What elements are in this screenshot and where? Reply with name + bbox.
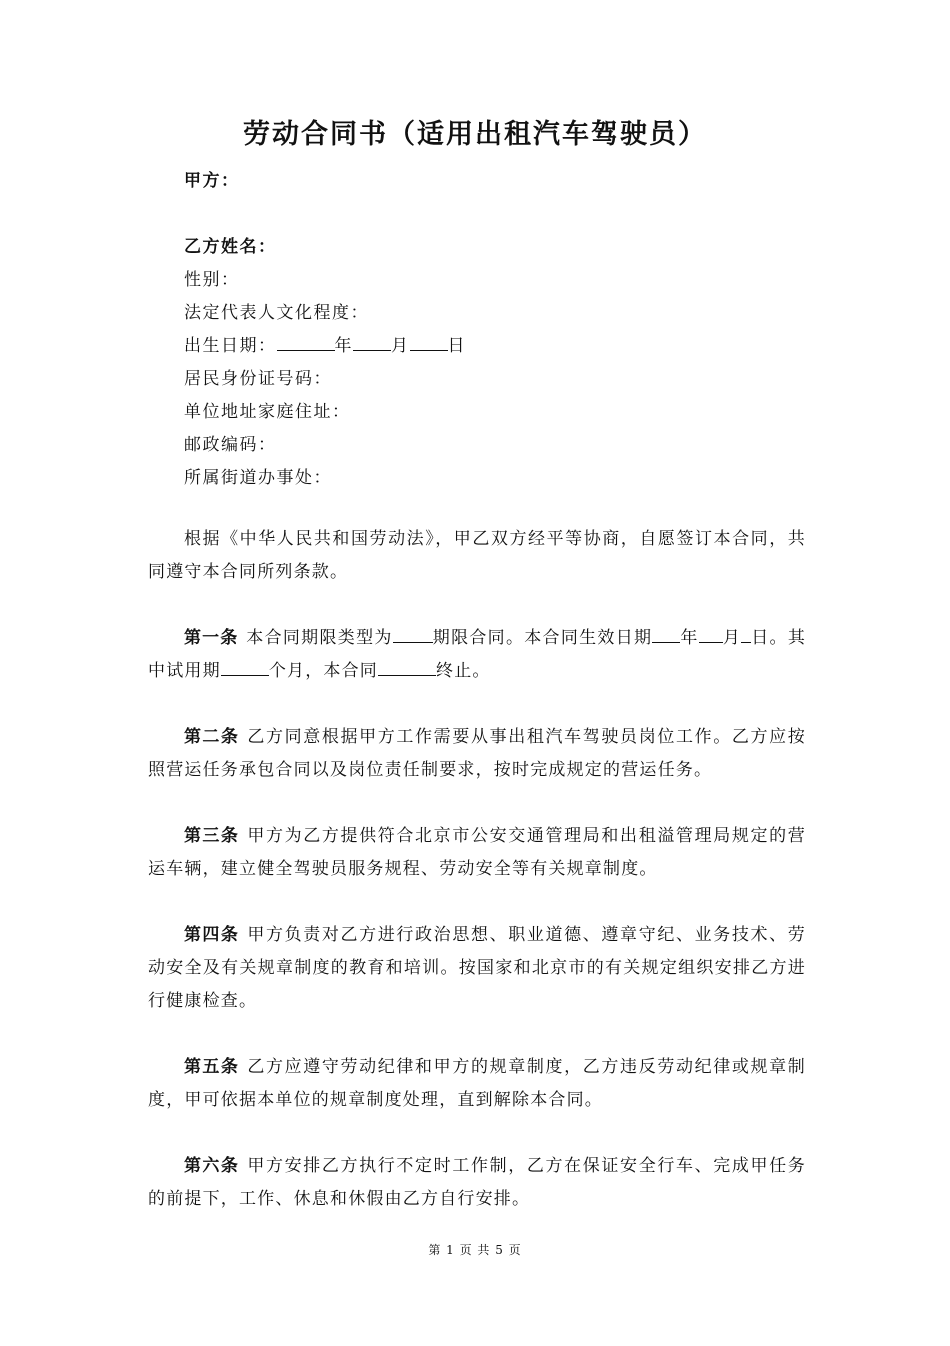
article-4 xyxy=(148,919,806,1018)
page-footer: 第 1 页 共 5 页 xyxy=(428,1243,522,1257)
id-number-label: 居民身份证号码： xyxy=(184,369,332,389)
article-3 xyxy=(148,820,806,886)
article-text: 甲方为乙方提供符合北京市公安交通管理局和出租溢管理局规定的营运车辆，建立健全驾驶员服务规程、劳动安全等有关规章制度。 xyxy=(148,826,806,879)
article-text: 乙方同意根据甲方工作需要从事出租汽车驾驶员岗位工作。乙方应按照营运任务承包合同以及岗位责任制要求，按时完成规定的营运任务。 xyxy=(148,727,806,780)
article-6 xyxy=(148,1150,806,1216)
party-a-label: 甲方： xyxy=(184,171,240,191)
article-text: 甲方安排乙方执行不定时工作制，乙方在保证安全行车、完成甲任务的前提下，工作、休息和休假由乙方自行安排。 xyxy=(148,1156,806,1209)
article-text: 乙方应遵守劳动纪律和甲方的规章制度，乙方违反劳动纪律或规章制度，甲可依据本单位的规章制度处理，直到解除本合同。 xyxy=(148,1057,806,1110)
month-label: 月 xyxy=(391,336,410,356)
address-label: 单位地址家庭住址： xyxy=(184,402,351,422)
birth-day-blank xyxy=(410,334,448,351)
article-label: 第五条 xyxy=(184,1057,240,1077)
education-label: 法定代表人文化程度： xyxy=(184,303,369,323)
article-label: 第一条 xyxy=(184,628,239,648)
birth-year-blank xyxy=(277,334,335,351)
article-1-text: 月 xyxy=(722,628,742,648)
effective-day-blank xyxy=(741,626,751,643)
article-1-text: 期限合同。本合同生效日期 xyxy=(432,628,653,648)
article-label: 第六条 xyxy=(184,1156,240,1176)
article-label: 第四条 xyxy=(184,925,240,945)
effective-year-blank xyxy=(652,626,680,643)
birth-date-label: 出生日期： xyxy=(184,336,277,356)
article-1-text: 个月，本合同 xyxy=(268,661,379,681)
article-label: 第二条 xyxy=(184,727,240,747)
article-1-text: 日。其中试用期 xyxy=(148,628,807,681)
preamble: 根据《中华人民共和国劳动法》，甲乙双方经平等协商，自愿签订本合同，共同遵守本合同所列条款。 xyxy=(148,529,806,582)
party-b-name-label: 乙方姓名： xyxy=(184,237,277,257)
gender-label: 性别： xyxy=(184,270,240,290)
document-title: 劳动合同书（适用出租汽车驾驶员） xyxy=(243,119,707,150)
article-label: 第三条 xyxy=(184,826,240,846)
article-text: 甲方负责对乙方进行政治思想、职业道德、遵章守纪、业务技术、劳动安全及有关规章制度的教育和培训。按国家和北京市的有关规定组织安排乙方进行健康检查。 xyxy=(148,925,806,1011)
postal-code-label: 邮政编码： xyxy=(184,435,277,455)
effective-month-blank xyxy=(699,626,723,643)
article-1-text: 终止。 xyxy=(436,661,491,681)
termination-blank xyxy=(378,659,436,676)
birth-month-blank xyxy=(353,334,391,351)
year-label: 年 xyxy=(334,336,353,356)
probation-blank xyxy=(221,659,269,676)
article-1-text: 本合同期限类型为 xyxy=(246,628,393,648)
article-1 xyxy=(148,622,806,688)
contract-type-blank xyxy=(393,626,433,643)
article-2 xyxy=(148,721,806,787)
day-label: 日 xyxy=(447,336,466,356)
birth-date-line xyxy=(184,331,466,356)
article-5 xyxy=(148,1051,806,1117)
article-1-text: 年 xyxy=(680,628,699,648)
street-office-label: 所属街道办事处： xyxy=(184,468,332,488)
